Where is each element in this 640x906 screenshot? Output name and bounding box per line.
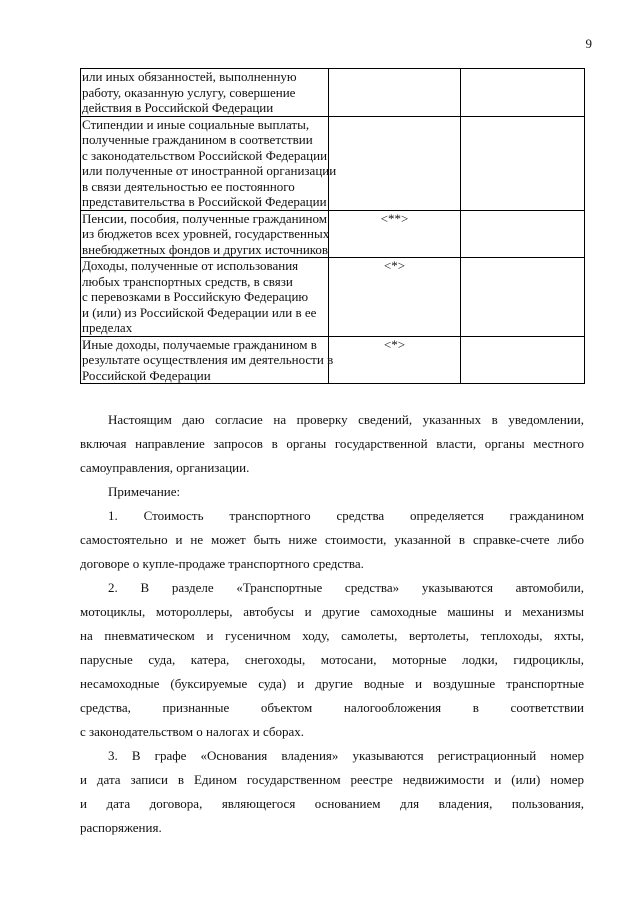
cell-line: работу, оказанную услугу, совершение [82, 84, 296, 100]
cell-line: с законодательством Российской Федерации [82, 147, 328, 163]
cell-line: Доходы, полученные от использования [82, 258, 299, 273]
text-line: и дата записи в Едином государственном реестре недвижимости и (или) номер [80, 772, 584, 787]
cell-line: пределах [82, 320, 133, 335]
notes-list [80, 504, 584, 840]
text-line: 3. В графе «Основания владения» указываются регистрационный номер [108, 748, 584, 763]
cell-line: Российской Федерации [82, 367, 211, 383]
text-line: Настоящим даю согласие на проверку сведений, указанных в уведомлении, [108, 412, 584, 427]
text-line: договоре о купле-продаже транспортного средства. [80, 556, 364, 571]
note-paragraph [80, 504, 584, 576]
amount-cell: <**> [329, 210, 461, 258]
income-table [80, 68, 585, 384]
text-line: средства, признанные объектом налогообложения в соответствии [80, 700, 584, 715]
text-line: с законодательством о налогах и сборах. [80, 724, 305, 739]
text-line: несамоходные (буксируемые суда) и другие водные и воздушные транспортные [80, 676, 584, 691]
cell-line: из бюджетов всех уровней, государственных [82, 226, 330, 241]
cell-line: Иные доходы, получаемые гражданином в [82, 336, 317, 352]
note-paragraph [80, 744, 584, 840]
text-line: 1. Стоимость транспортного средства определяется гражданином [108, 508, 584, 523]
text-line: распоряжения. [80, 820, 162, 835]
cell-line: внебюджетных фондов и других источников [82, 241, 329, 257]
cell-line: с перевозками в Российскую Федерацию [82, 289, 309, 304]
cell-line: или иных обязанностей, выполненную [82, 69, 297, 84]
text-line: на пневматическом и гусеничном ходу, самолеты, вертолеты, теплоходы, яхты, [80, 628, 584, 643]
income-type-cell [81, 336, 334, 384]
income-type-cell [81, 210, 329, 258]
cell-line: и (или) из Российской Федерации или в ее [82, 304, 317, 320]
text-line: мотоциклы, мотороллеры, автобусы и другие самоходные машины и механизмы [80, 604, 584, 619]
amount-cell: <*> [329, 336, 461, 384]
text-line: 2. В разделе «Транспортные средства» указываются автомобили, [108, 580, 584, 595]
empty-cell [461, 116, 585, 210]
amount-cell [329, 69, 461, 117]
cell-line: в связи деятельностью ее постоянного [82, 178, 295, 194]
text-line: включая направление запросов в органы государственной власти, органы местного [80, 436, 584, 451]
text-line: самоуправления, организации. [80, 460, 250, 475]
table-row [81, 69, 585, 117]
empty-cell [461, 336, 585, 384]
consent-paragraph [80, 408, 584, 480]
note-heading: Примечание: [108, 484, 181, 499]
empty-cell [461, 69, 585, 117]
table-row [81, 210, 585, 258]
text-line: самостоятельно и не может быть ниже стоимости, указанной в справке-счете либо [80, 532, 584, 547]
cell-line: полученные гражданином в соответствии [82, 132, 313, 147]
table-row [81, 116, 585, 210]
cell-line: Стипендии и иные социальные выплаты, [82, 116, 310, 132]
note-paragraph [80, 576, 584, 744]
amount-cell: <*> [329, 258, 461, 337]
income-type-cell [81, 258, 329, 337]
document-text [80, 408, 584, 840]
income-type-cell [81, 116, 337, 210]
table-row [81, 336, 585, 384]
cell-line: представительства в Российской Федерации [82, 194, 327, 209]
empty-cell [461, 258, 585, 337]
table-row [81, 258, 585, 337]
amount-cell [329, 116, 461, 210]
text-line: парусные суда, катера, снегоходы, мотосани, моторные лодки, гидроциклы, [80, 652, 584, 667]
cell-line: или полученные от иностранной организации [82, 163, 337, 178]
cell-line: результате осуществления им деятельности в [82, 352, 334, 367]
cell-line: любых транспортных средств, в связи [82, 273, 293, 289]
empty-cell [461, 210, 585, 258]
cell-line: действия в Российской Федерации [82, 100, 274, 115]
cell-line: Пенсии, пособия, полученные гражданином [82, 210, 327, 226]
text-line: и дата договора, являющегося основанием для владения, пользования, [80, 796, 584, 811]
page-number: 9 [585, 36, 592, 51]
income-type-cell [81, 69, 329, 117]
